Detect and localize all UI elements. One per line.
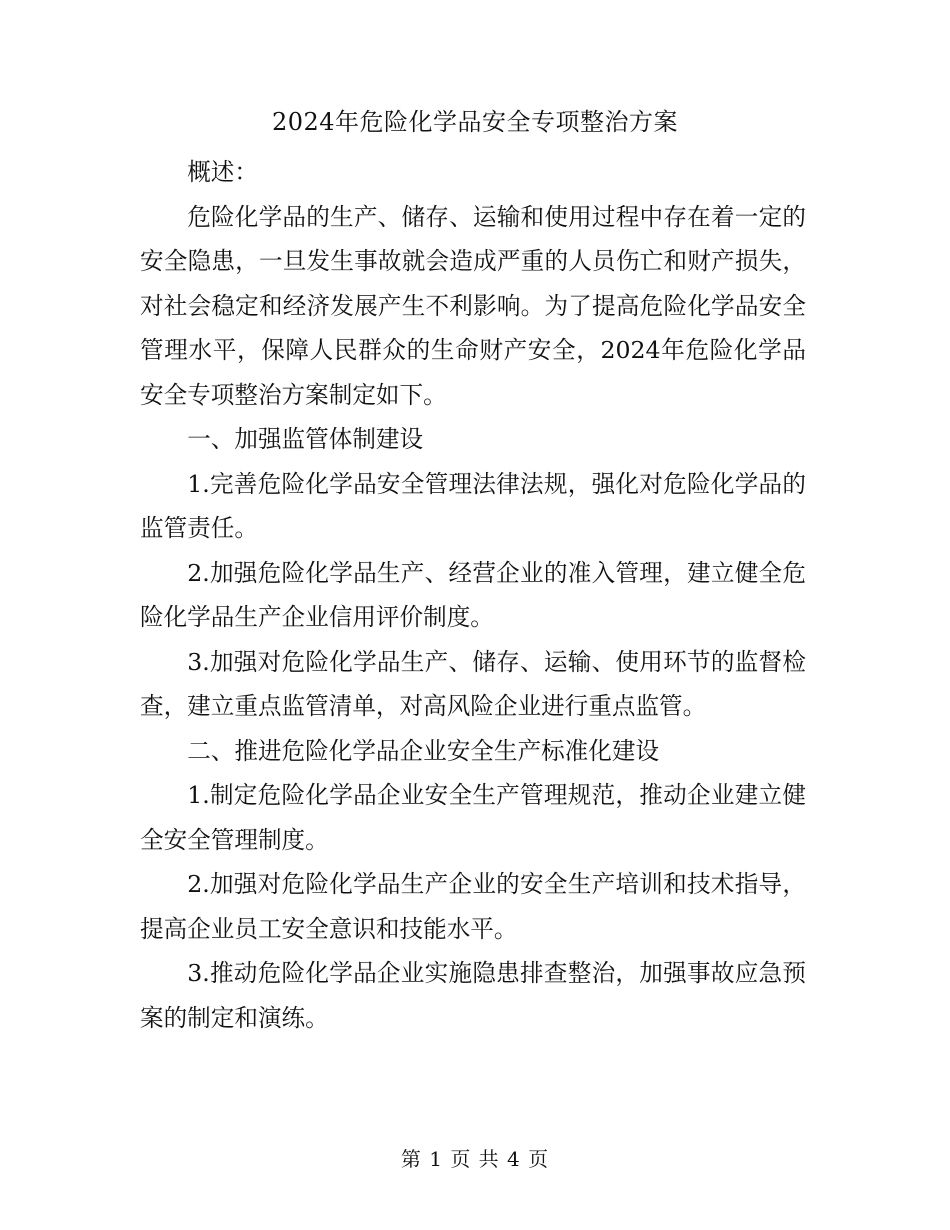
paragraph-item-2-1: 1.制定危险化学品企业安全生产管理规范，推动企业建立健全安全管理制度。	[140, 781, 806, 854]
section-heading-1: 一、加强监管体制建设	[187, 425, 424, 453]
paragraph-overview-heading: 概述：	[187, 158, 258, 186]
paragraph-item-1-2: 2.加强危险化学品生产、经营企业的准入管理，建立健全危险化学品生产企业信用评价制度。	[140, 558, 806, 631]
document-title: 2024年危险化学品安全专项整治方案	[271, 108, 679, 136]
section-heading-2: 二、推进危险化学品企业安全生产标准化建设	[187, 736, 660, 765]
paragraph-overview: 危险化学品的生产、储存、运输和使用过程中存在着一定的安全隐患，一旦发生事故就会造成严重的人员伤亡和财产损失，对社会稳定和经济发展产生不利影响。为了提高危险化学品安全管理水平，保障人民群众的生命财产安全，2024年危险化学品安全专项整治方案制定如下。	[140, 202, 806, 409]
paragraph-item-1-1: 1.完善危险化学品安全管理法律法规，强化对危险化学品的监管责任。	[140, 469, 806, 542]
paragraph-item-2-3: 3.推动危险化学品企业实施隐患排查整治，加强事故应急预案的制定和演练。	[140, 959, 806, 1032]
paragraph-item-2-2: 2.加强对危险化学品生产企业的安全生产培训和技术指导，提高企业员工安全意识和技能水平。	[140, 870, 806, 943]
paragraph-item-1-3: 3.加强对危险化学品生产、储存、运输、使用环节的监督检查，建立重点监管清单，对高风险企业进行重点监管。	[140, 647, 806, 720]
page-footer: 第 1 页 共 4 页	[400, 1147, 550, 1171]
document-body	[140, 150, 806, 1040]
